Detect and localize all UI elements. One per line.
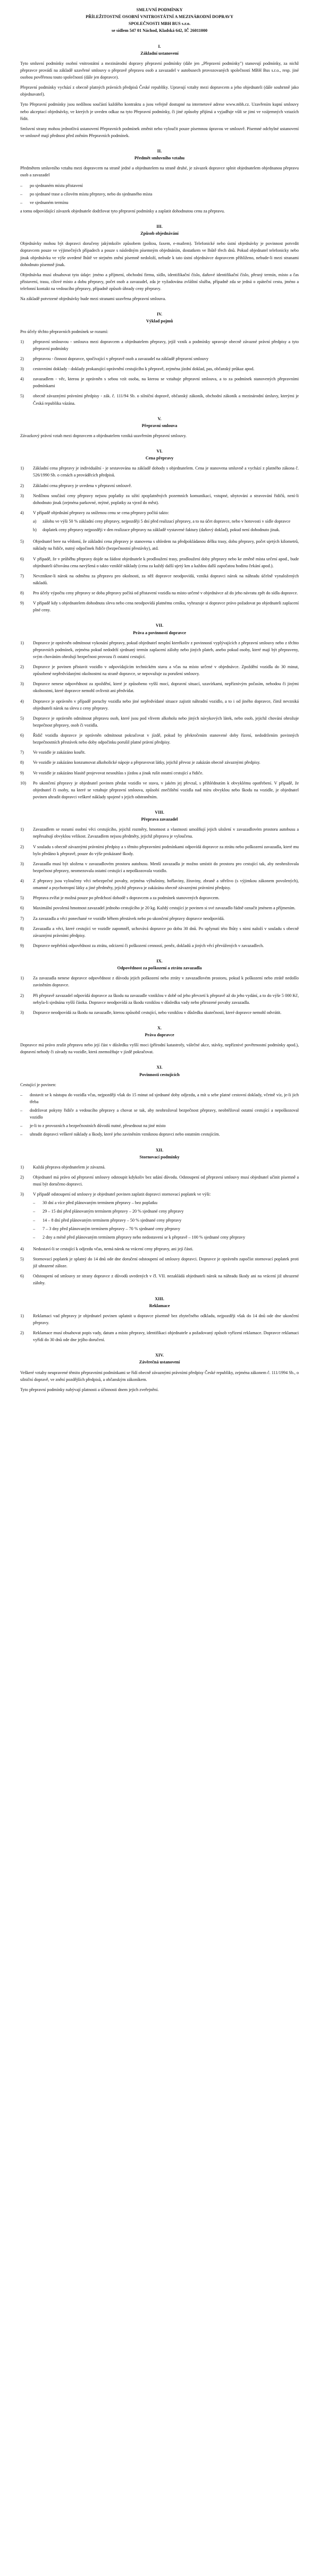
list-item: 3) Dopravce neodpovídá za škodu na zavazadle, kterou způsobil cestující, nebo vzniklou v důsledku skutečností, které dopravce nemohl odvrátit. [20, 1010, 282, 1015]
section-11 [20, 1064, 299, 1138]
section-number: VIII. [155, 810, 164, 815]
list-item: 8) Ve vozidle je zakázáno konzumovat alkoholické nápoje a přepravovat látky, jejichž převoz je zakázán obecně závaznými předpisy. [20, 760, 261, 765]
list-item: 4) Nedostaví-li se cestující k odjezdu včas, nemá nárok na vrácení ceny přepravy, ani její části. [20, 1246, 194, 1251]
dash-list [33, 1199, 299, 1241]
list-item: – po sjednaném místu přistavení [20, 183, 83, 188]
list-item: 2) Dopravce je povinen přistavit vozidlo v odpovídajícím technickém stavu a včas na místo určené v objednávce. Zpoždění vozidla do 30 minut, způsobené nepředvídanými okolnostmi na straně dopravce, se nepovažuje za porušení smlouvy. [20, 664, 299, 677]
list-item: – 29 – 15 dní před plánovaným termínem přepravy – 20 % sjednané ceny přepravy [33, 1209, 184, 1214]
doc-title-3: SPOLEČNOSTI MBH BUS s.r.o. [128, 21, 191, 27]
list-item: 2) Při přepravě zavazadel odpovídá dopravce za škodu na zavazadle vzniklou v době od jeho převzetí k přepravě až do jeho vydání, a to do výše 5 000 Kč, nebyla-li sjednána vyšší částka. Dopravce neodpovídá za škodu vzniklou v důsledku vady nebo přirozené povahy zavazadla. [20, 993, 299, 1005]
section-number: V. [157, 416, 162, 421]
list-item: 9) Ve vozidle je zakázáno hlasitě projevovat nesouhlas s jízdou a jinak rušit ostatní cestující a řidiče. [20, 770, 204, 775]
section-number: IV. [156, 312, 163, 317]
section-10 [20, 1025, 299, 1056]
section-title: Způsob objednávání [140, 231, 179, 236]
list-item: 5) Dopravce je oprávněn odmítnout přepravu osob, které jsou pod vlivem alkoholu nebo jiných návykových látek, nebo osob, jejichž chování ohrožuje bezpečnost přepravy, osob či vozidla. [20, 715, 299, 728]
list-item: 6) V případě, že v průběhu přepravy dojde na žádost objednatele k prodloužení trasy, prodloužení doby přepravy nebo ke změně místa určení apod., bude objednateli účtována cena navýšená o takto vzniklé náklady (cena za každý další ujetý km a každou další započatou hodinu čekání apod.). [20, 556, 299, 568]
section-title: Základní ustanovení [140, 50, 179, 56]
dash-list [20, 182, 299, 206]
list-item: 2) Reklamace musí obsahovat popis vady, datum a místo přepravy, identifikaci objednatele a požadovaný způsob vyřízení reklamace. Dopravce reklamaci vyřídí do 30 dnů ode dne jejího doručení. [20, 1330, 299, 1343]
list-item: – 30 dní a více před plánovaným termínem přepravy – bez poplatku [33, 1200, 157, 1206]
section-title: Odpovědnost za poškození a ztrátu zavazadla [117, 966, 202, 971]
numbered-list [20, 1312, 299, 1344]
section-number: VII. [155, 623, 164, 628]
list-item: 3) V případě odstoupení od smlouvy je objednatel povinen zaplatit dopravci stornovací poplatek ve výši: – 30 dní a více před plánovaným termínem přepravy – bez poplatku – 29 – 15 dní před plánovaným termínem přepravy – 20 % sjednané ceny přepravy – 14 – 8 dní před plánovaným termínem přepravy – 50 % sjednané ceny přepravy – 7 – 3 dny před plánovaným termínem přepravy – 70 % sjednané ceny přepravy – 2 dny a méně před plánovaným termínem přepravy nebo nedostavení se k přepravě – 100 % sjednané ceny přepravy [20, 1191, 299, 1242]
list-item: – dostavit se k nástupu do vozidla včas, nejpozději však do 15 minut od sjednané doby odjezdu, a mít u sebe platné cestovní doklady, včetně víz, je-li jich třeba [20, 1092, 299, 1104]
list-item: 1) Základní cena přepravy je individuální - je sestavována na základě dohody s objednatelem. Cena je stanovena smluvně a vychází z platného zákona č. 526/1990 Sb. o cenách a prováděcích předpisů. [20, 466, 299, 478]
list-item: 6) Řidič vozidla dopravce je oprávněn odmítnout pokračovat v jízdě, pokud by překročením stanovené doby řízení, nedodržením povinných bezpečnostních přestávek nebo doby odpočinku porušil platné právní předpisy. [20, 733, 299, 745]
numbered-list [20, 338, 299, 407]
paragraph: Objednávky mohou být dopravci doručeny jakýmkoliv způsobem (poštou, faxem, e-mailem). Telefonické nebo ústní objednávky je povinnost potvrdit dopravcem pouze ve výjimečných případech a pouze s následným písemným objednáním, dostatkem ve lhůtě třech dnů. Pokud objednatel telefonicky nebo jinak objednávku ve výše uvedené lhůtě ve stejném znění písemně nedoloží, nebude k tato ústní objednávce dopravcem přihlíženo, nebude-li mezi stranami dohodnuto písemně jinak. [20, 241, 299, 267]
section-3 [20, 223, 299, 302]
section-title: Přeprava zavazadel [141, 817, 178, 822]
paragraph: Tyto přepravní podmínky nabývají platnosti a účinnosti dnem jejich zveřejnění. [20, 1387, 159, 1392]
section-title: Reklamace [149, 1303, 170, 1308]
section-number: XII. [155, 1147, 164, 1153]
list-item: 1) Za zavazadla nenese dopravce odpovědnost z důvodu jejich poškození nebo ztráty v zavazadlovém prostoru, pokud k poškození nebo ztrátě nedošlo zaviněním dopravce. [20, 976, 299, 988]
company-address: se sídlem 547 01 Náchod, Kladská 642, IČ 26011000 [111, 28, 208, 33]
section-number: IX. [156, 959, 163, 963]
section-8 [20, 809, 299, 949]
section-12 [20, 1147, 299, 1287]
doc-title-2: PŘÍLEŽITOSTNÉ OSOBNÍ VNITROSTÁTNÍ A MEZINÁRODNÍ DOPRAVY [86, 14, 233, 20]
list-item: 7) Za zavazadla a věci ponechané ve vozidle během přestávek nebo po ukončení přepravy dopravce neodpovídá. [20, 916, 225, 921]
list-item: 9) V případě kdy s objednatelem dohodnuta sleva nebo cena neodpovídá platnému ceníku, vyhrazuje si dopravce právo požadovat po objednateli zaplacení plné ceny. [20, 601, 299, 613]
section-title: Povinnosti cestujících [139, 1072, 180, 1077]
section-number: VI. [156, 449, 163, 454]
list-item: 3) Zavazadla musí být uložena v zavazadlovém prostoru autobusu. Menší zavazadla je možno umístit do prostoru pro cestující tak, aby neohrožovala bezpečnost přepravy, neomezovala ostatní cestující a nepoškozovala vozidlo. [20, 861, 299, 873]
section-4 [20, 311, 299, 406]
list-item: 2) přepravou - činnost dopravce, spočívající v přepravě osob a zavazadel na základě přepravní smlouvy [20, 356, 209, 361]
list-item: 2) Základní cena přepravy je uvedena v přepravní smlouvě. [20, 483, 132, 488]
letter-list [33, 518, 299, 533]
section-number: XIII. [155, 1296, 164, 1301]
list-item: – je-li to z provozních a bezpečnostních důvodů nutné, přesednout na jiné místo [20, 1123, 166, 1129]
list-item: 5) Stornovací poplatek je splatný do 14 dnů ode dne doručení odstoupení od smlouvy dopravci. Dopravce je oprávněn započíst stornovací poplatek proti již uhrazené záloze. [20, 1257, 299, 1269]
list-item: 8) Pro účely výpočtu ceny přepravy se doba přepravy počítá od přistavení vozidla na místo určené v objednávce až do jeho návratu zpět do sídla dopravce. [20, 591, 298, 595]
numbered-list [20, 1164, 299, 1287]
list-item: 5) Objednatel bere na vědomí, že základní cena přepravy je stanovena s ohledem na předpokládanou délku trasy, dobu přepravy, počet ujetých kilometrů, náklady na řidiče, nutný odpočinek řidiče (bezpečnostní přestávky), atd. [20, 539, 299, 551]
section-number: III. [156, 224, 163, 229]
list-item: 4) Z přepravy jsou vyloučeny věci nebezpečné povahy, zejména výbušniny, hořlaviny, žíraviny, zbraně a střelivo (s výjimkou zákonem povolených), omamné a psychotropní látky a jiné předměty, jejichž přeprava je zakázána obecně závaznými právními předpisy. [20, 878, 299, 891]
section-1 [20, 43, 299, 140]
list-item: – po sjednané trase a cílovém místu přepravy, nebo do sjednaného místa [20, 191, 153, 197]
paragraph: Objednávka musí obsahovat tyto údaje: jméno a příjmení, obchodní firmu, sídlo, identifikační číslo, daňové identifikační číslo, přesný termín, místo a čas přistavení, trasu, cílové místo a dobu přepravy, počet osob a zavazadel, zda je vyžadována zvláštní služba, případně zda se jedná o zpáteční cestu, jméno a telefonní kontakt na vedoucího přepravy, případně způsob úhrady ceny přepravy. [20, 272, 299, 291]
section-title: Práva dopravce [145, 1033, 174, 1037]
section-title: Cena přepravy [145, 456, 174, 461]
numbered-list [20, 639, 299, 800]
list-item: 1) Reklamaci vad přepravy je objednatel povinen uplatnit u dopravce písemně bez zbytečného odkladu, nejpozději však do 14 dnů ode dne ukončení přepravy. [20, 1313, 299, 1325]
section-title: Přepravní smlouva [141, 423, 178, 428]
section-title: Výklad pojmů [146, 319, 173, 324]
paragraph: Tyto smluvní podmínky osobní vnitrostátní a mezinárodní dopravy přepravní podmínky (dále jen „Přepravní podmínky") stanovují podmínky, za nichž přepravce provádí na základě uzavřené smlouvy o přepravě přepravu osob a zavazadel v autobusech provozovaných společností MBH Bus s.r.o., resp. jiné osobou pověřenou touto společností (dále jen dopravce). [20, 61, 299, 80]
list-item: 4) Dopravce je oprávněn v případě poruchy vozidla nebo jiné nepředvídané situace zajistit náhradní vozidlo, a to i od jiného dopravce, čímž nevzniká objednateli nárok na slevu z ceny přepravy. [20, 698, 299, 711]
paragraph: Na základě potvrzené objednávky bude mezi stranami uzavřena přepravní smlouva. [20, 296, 166, 302]
list-item: 9) Dopravce nepřebírá odpovědnost za ztrátu, odcizení či poškození cenností, peněz, dokladů a jiných věcí převážených v zavazadlech. [20, 943, 264, 948]
list-item: 6) Maximální povolená hmotnost zavazadel jednoho cestujícího je 20 kg. Každý cestující je povinen si své zavazadlo řádně označit jménem a příjmením. [20, 906, 296, 911]
list-item: 3) Nedílnou součástí ceny přepravy nejsou poplatky za užití zpoplatněných pozemních komunikací, vstupné, ubytování a stravování řidičů, není-li dohodnuto jinak (zejména parkovné, mýtné, poplatky za vjezd do měst). [20, 493, 299, 505]
list-item: 4) zavazadlem - věc, kterou je oprávněn s sebou vzít osoba, na kterou se vztahuje přepravní smlouva, a to za podmínek stanovených přepravními podmínkami [20, 377, 299, 389]
paragraph: Tyto Přepravní podmínky jsou nedílnou součástí každého kontraktu a jsou veřejně dostupné na internetové adrese www.mbh.cz. Uzavřením kupní smlouvy nebo akceptací objednávky, ve kterých je uveden odkaz na tyto Přepravní podmínky, či jiné způsoby přijímá a vyjadřuje vůli se jimi ve vzájemných vztazích řídit. [20, 102, 299, 121]
numbered-list [20, 826, 299, 949]
list-item: – ve sjednaném termínu [20, 200, 69, 205]
section-title: Práva a povinnosti dopravce [133, 630, 186, 635]
section-number: XIV. [155, 1353, 164, 1358]
section-number: II. [157, 149, 162, 153]
numbered-list [20, 975, 299, 1016]
list-item: 5) Přeprava zvířat je možná pouze po předchozí dohodě s dopravcem a za podmínek stanovených dopravcem. [20, 895, 220, 901]
list-item: – 2 dny a méně před plánovaným termínem přepravy nebo nedostavení se k přepravě – 100 % sjednané ceny přepravy [33, 1234, 246, 1240]
paragraph: Smluvní strany mohou jednotlivá ustanovení Přepravních podmínek změnit nebo vyloučit pouze písemnou úpravou ve smlouvě. Písemné odchylné ustanovení ve smlouvě mají přednost před zněním Přepravních podmínek. [20, 126, 299, 138]
list-item: 3) Dopravce nenese odpovědnost za zpoždění, které je způsobeno vyšší mocí, dopravní situací, uzavírkami, nepříznivým počasím, nehodou či jinými okolnostmi, které dopravce nemohl ovlivnit ani předvídat. [20, 681, 299, 694]
paragraph: Veškeré vztahy neupravené těmito přepravními podmínkami se řídí obecně závaznými právními předpisy České republiky, zejména zákonem č. 111/1994 Sb., o silniční dopravě, ve znění pozdějších předpisů, a občanským zákoníkem. [20, 1370, 299, 1382]
section-2 [20, 148, 299, 215]
list-item: 1) Dopravce je oprávněn odmítnout vykonání přepravy, pokud objednatel nesplní kterékoliv z povinností vyplývajících z přepravní smlouvy nebo z těchto přepravních podmínek, zejména pokud nedodrží sjednaný termín zaplacení zálohy nebo jiných plateb, anebo pokud osoby, které mají být přepraveny, svým chováním ohrožují bezpečnost provozu či ostatní cestující. [20, 640, 299, 659]
numbered-list [20, 465, 299, 613]
list-item: 8) Zavazadla a věci, které cestující ve vozidle zapomněl, uchovává dopravce po dobu 30 dnů. Po uplynutí této lhůty s nimi naloží v souladu s obecně závaznými právními předpisy. [20, 926, 299, 938]
paragraph: Pro účely těchto přepravních podmínek se rozumí: [20, 329, 108, 334]
section-number: X. [157, 1025, 162, 1030]
list-item: 5) obecně závaznými právními předpisy - zák. č. 111/94 Sb. o silniční dopravě, občanský zákoník, obchodní zákoník a mezinárodní úmluvy, kterými je Česká republika vázána. [20, 394, 299, 406]
list-item: 1) přepravní smlouvou - smlouva mezi dopravcem a objednatelem přepravy, jejíž vznik a podmínky upravuje obecně závazné právní předpisy a tyto přepravní podmínky [20, 339, 299, 351]
list-item: 4) V případě objednání přepravy za sníženou cenu se cena přepravy počítá takto: a) zálohu ve výši 50 % základní ceny přepravy, nejpozději 5 dní před realizací přepravy, a to na účet dopravce, nebo v hotovosti v sídle dopravce b) doplatek ceny přepravy nejpozději v den realizace přepravy na základě vystavené faktury (daňový doklad), pokud není dohodnuto jinak. [20, 509, 299, 535]
section-title: Stornovací podmínky [139, 1154, 180, 1159]
list-item: 6) Odstoupení od smlouvy ze strany dopravce z důvodů uvedených v čl. VII. nezakládá objednateli nárok na náhradu škody ani na vrácení již uhrazené zálohy. [20, 1274, 299, 1286]
list-item: a) zálohu ve výši 50 % základní ceny přepravy, nejpozději 5 dní před realizací přepravy, a to na účet dopravce, nebo v hotovosti v sídle dopravce [33, 519, 291, 524]
section-number: I. [158, 44, 161, 49]
paragraph: Dopravce má právo zrušit přepravu nebo její část v důsledku vyšší moci (přírodní katastrofy, válečné akce, stávky, nepříznivé povětrnostní podmínky apod.), dopravní nehody či závady na vozidle, která znemožňuje v jízdě pokračovat. [20, 1043, 299, 1055]
section-7 [20, 622, 299, 800]
section-6 [20, 448, 299, 613]
paragraph: a tomu odpovídající závazek objednatele dodržovat tyto přepravní podmínky a zaplatit dohodnutou cenu za přepravu. [20, 208, 225, 214]
list-item: – dodržovat pokyny řidiče a vedoucího přepravy a chovat se tak, aby neohrožoval bezpečnost přepravy, neobtěžoval ostatní cestující a nepoškozoval vozidlo [20, 1108, 299, 1120]
list-item: 2) V souladu s obecně závaznými právními předpisy a s těmito přepravními podmínkami odpovídá dopravce za ztrátu nebo poškození zavazadla, které mu bylo předáno k přepravě, pouze do výše prokázané škody. [20, 844, 299, 856]
doc-title-1: SMLUVNÍ PODMÍNKY [136, 7, 183, 12]
section-title: Závěrečná ustanovení [139, 1360, 180, 1365]
section-13 [20, 1295, 299, 1344]
list-item: – 7 – 3 dny před plánovaným termínem přepravy – 70 % sjednané ceny přepravy [33, 1226, 180, 1231]
list-item: 1) Zavazadlem se rozumí osobní věci cestujícího, jejichž rozměry, hmotnost a vlastnosti umožňují jejich uložení v zavazadlovém prostoru autobusu a nepřesahují obvyklou velikost. Zavazadlem nejsou předměty, jejichž přeprava je vyloučena. [20, 827, 299, 839]
section-14 [20, 1352, 299, 1393]
section-title: Předmět smluvního vztahu [134, 156, 185, 161]
list-item: 2) Objednatel má právo od přepravní smlouvy odstoupit kdykoliv bez udání důvodu. Odstoupení od přepravní smlouvy musí objednatel učinit písemně a musí být doručeno dopravci. [20, 1174, 299, 1187]
paragraph: Předmětem smluvního vztahu mezi dopravcem na straně jedné a objednatelem na straně druhé, je závazek dopravce splnit objednatelem objednanou přepravu osob a zavazadel [20, 166, 299, 178]
paragraph: Přepravní podmínky vychází z obecně platných právních předpisů České republiky. Upravují vztahy mezi dopravcem a jeho objednateli (dále souhrnně jako objednavatel). [20, 85, 299, 97]
dash-list [20, 1091, 299, 1138]
list-item: 7) Nevznikne-li nárok na odměnu za přepravu pro okolnosti, za něž dopravce neodpovídá, vzniká dopravci nárok na náhradu účelně vynaložených nákladů. [20, 573, 299, 585]
section-5 [20, 415, 299, 439]
list-item: 1) Každá přeprava objednatelem je závazná. [20, 1164, 106, 1170]
section-number: XI. [156, 1065, 163, 1070]
section-9 [20, 958, 299, 1016]
paragraph: Závazkový právní vztah mezi dopravcem a objednatelem vzniká uzavřením přepravní smlouvy. [20, 433, 187, 438]
list-item: – uhradit dopravci veškeré náklady a škody, které jeho zaviněním vzniknou dopravci nebo ostatním cestujícím. [20, 1132, 220, 1137]
paragraph: Cestující je povinen: [20, 1082, 56, 1087]
list-item: b) doplatek ceny přepravy nejpozději v den realizace přepravy na základě vystavené faktury (daňový doklad), pokud není dohodnuto jinak. [33, 527, 280, 533]
list-item: 7) Ve vozidle je zakázáno kouřit. [20, 750, 86, 755]
list-item: – 14 – 8 dní před plánovaným termínem přepravy – 50 % sjednané ceny přepravy [33, 1217, 182, 1223]
list-item: 3) cestovními doklady - doklady prokazující oprávnění cestujícího k přepravě, zejména jízdní doklad, pas, občanský průkaz apod. [20, 366, 255, 371]
list-item: 10) Po ukončení přepravy je objednatel povinen předat vozidlo ve stavu, v jakém jej převzal, s přihlédnutím k obvyklému opotřebení. V případě, že objednatel či osoby, na které se vztahuje přepravní smlouva, způsobí znečištění vozidla nad míru obvyklou nebo škodu na vozidle, je objednatel povinen uhradit dopravci veškeré náklady spojené s jejich odstraněním. [20, 780, 299, 799]
